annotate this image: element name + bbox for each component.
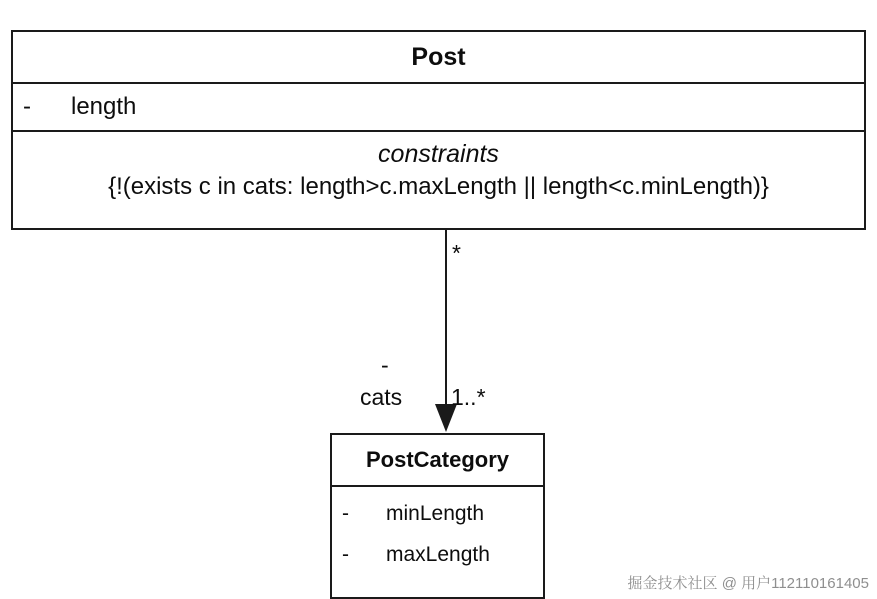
attribute-row [13,93,864,121]
uml-class-postcategory[interactable] [330,433,545,599]
class-name-postcategory: PostCategory [365,447,510,472]
role-visibility-icon: - [381,352,389,378]
attributes-compartment [13,84,864,132]
attribute-visibility-icon: - [342,542,349,566]
role-name-label-cats: cats [360,384,403,410]
attribute-name-maxlength: maxLength [386,542,490,566]
multiplicity-label-source: * [452,240,461,266]
attribute-name-minlength: minLength [386,501,485,525]
multiplicity-label-target: 1..* [451,384,486,410]
watermark-text: 掘金技术社区 @ 用户112110161405 [627,575,869,592]
uml-class-post[interactable] [11,30,866,230]
constraints-label: constraints [378,140,499,168]
attribute-name-length: length [71,93,137,120]
constraint-expression: {!(exists c in cats: length>c.maxLength || length<c.minLength)} [108,173,769,200]
attribute-visibility-icon: - [342,501,349,525]
association-line [445,230,447,422]
attribute-row [332,493,543,534]
attributes-compartment [332,487,543,599]
class-name-compartment [13,32,864,84]
attribute-visibility-icon: - [23,93,31,120]
constraints-compartment [13,132,864,228]
attribute-row [332,534,543,575]
class-name-post: Post [411,42,466,71]
class-name-compartment [332,435,543,487]
